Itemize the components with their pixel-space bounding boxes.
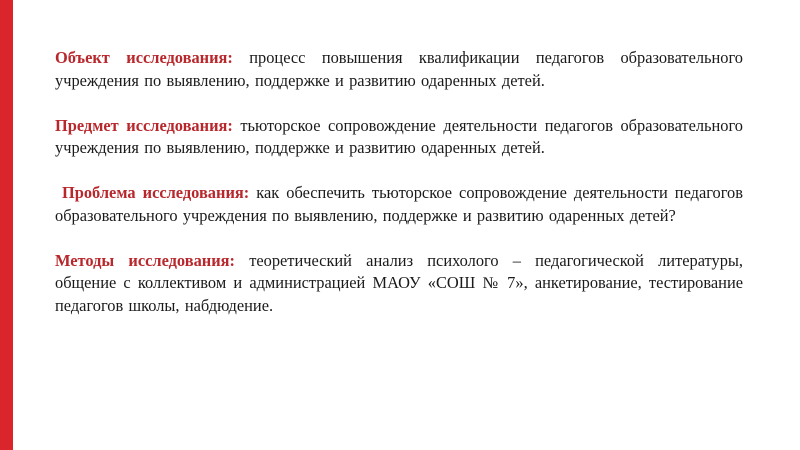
- label-subject: Предмет исследования:: [55, 115, 233, 135]
- text-methods: теоретический анализ психолого – педагогической литературы, общение с коллективом и администрацией МАОУ «СОШ № 7», анкетирование, тестирование педагогов школы, набдюдение.: [55, 250, 744, 315]
- paragraph-object: [55, 47, 743, 92]
- accent-bar: [0, 0, 13, 450]
- text-problem: как обеспечить тьюторское сопровождение деятельности педагогов образовательного учреждения по выявлению, поддержке и развитию одаренных детей?: [55, 183, 743, 225]
- paragraph-subject: [55, 115, 743, 160]
- label-problem: Проблема исследования:: [62, 183, 250, 202]
- text-object: процесс повышения квалификации педагогов образовательного учреждения по выявлению, поддержке и развитию одаренных детей.: [55, 48, 743, 90]
- text-subject: тьюторское сопровождение деятельности педагогов образовательного учреждения по выявлению, поддержке и развитию одаренных детей.: [55, 115, 743, 157]
- label-object: Объект исследования:: [55, 48, 233, 67]
- slide-content: [55, 47, 743, 317]
- paragraph-problem: [55, 182, 743, 227]
- paragraph-methods: [55, 250, 743, 318]
- label-methods: Методы исследования:: [55, 250, 235, 270]
